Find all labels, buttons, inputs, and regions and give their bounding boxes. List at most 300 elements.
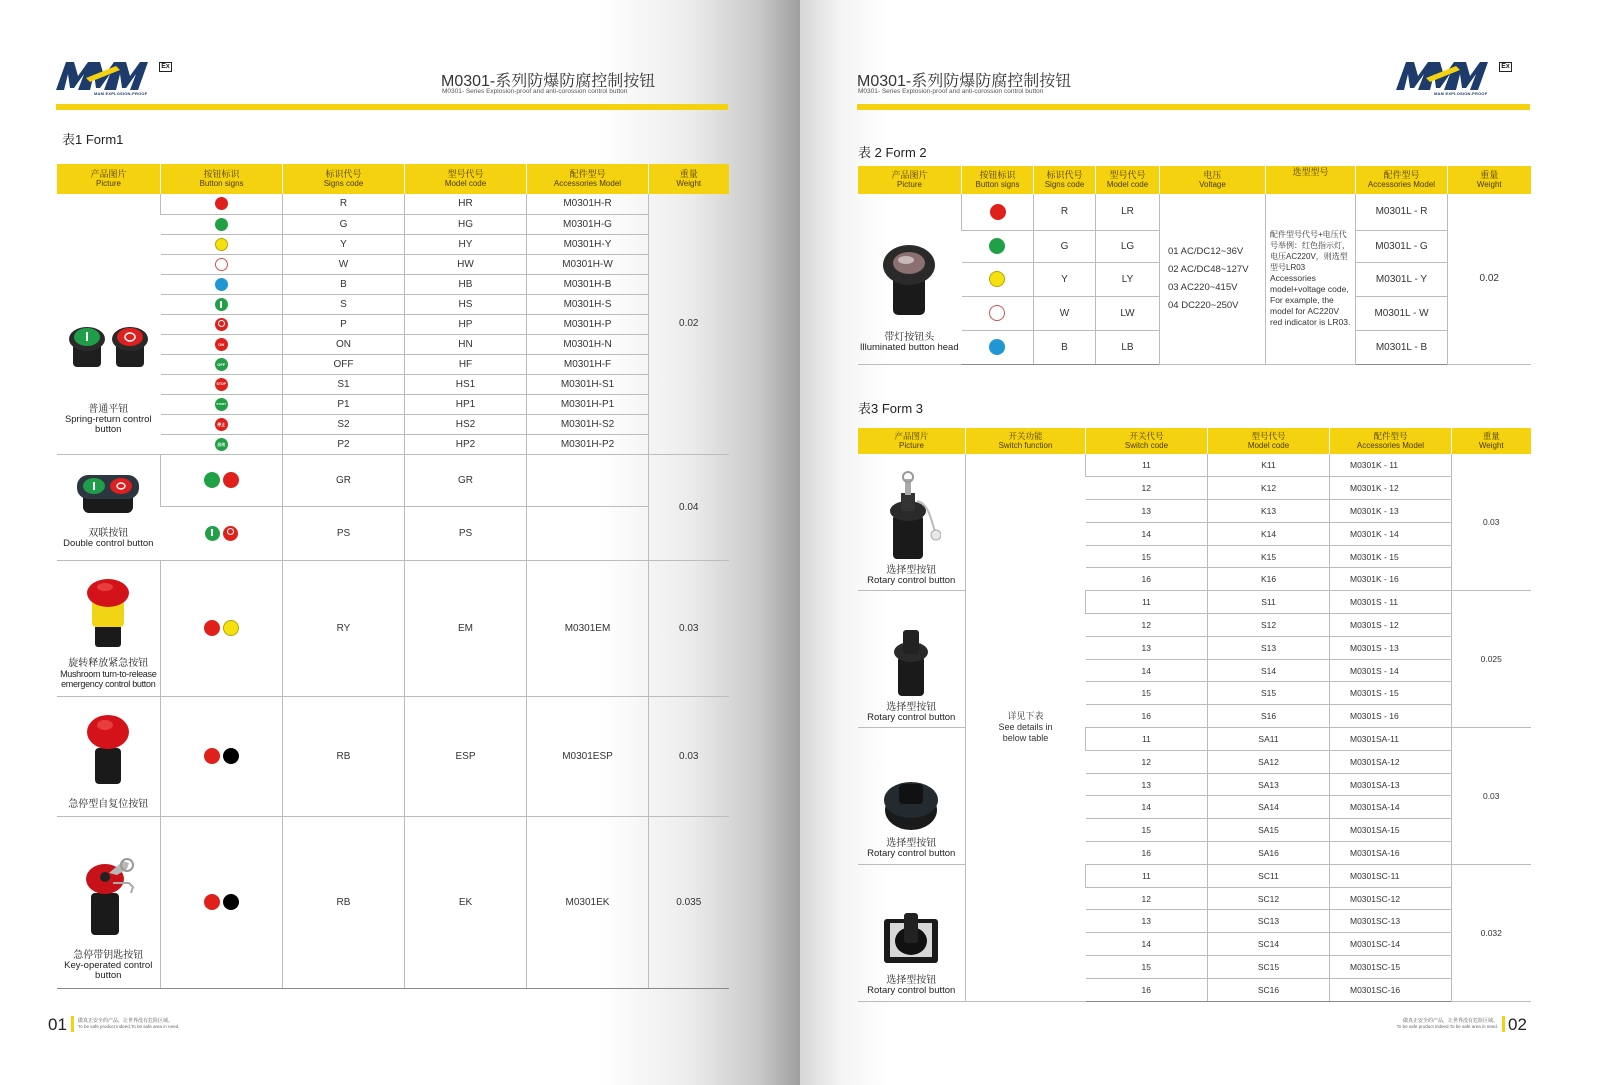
accessories-model-cell: M0301SA-11	[1330, 728, 1452, 751]
col-signs-code: 标识代号 Signs code	[283, 164, 405, 194]
accessories-model-cell: M0301S - 16	[1330, 705, 1452, 728]
weight-cell: 0.03	[1452, 728, 1531, 865]
sign-cell	[161, 696, 283, 816]
white-dot-icon	[215, 258, 228, 271]
col-switch-function: 开关功能 Switch function	[966, 428, 1086, 454]
voltage-option: 01 AC/DC12~36V	[1168, 245, 1244, 257]
col-weight: 重量 Weight	[1448, 166, 1531, 194]
model-code-cell: HS2	[405, 414, 527, 434]
model-code-cell: S11	[1208, 591, 1330, 614]
accessories-model-cell: M0301H-R	[527, 194, 649, 214]
accessories-model-cell: M0301EK	[527, 816, 649, 988]
switch-code-cell: 16	[1086, 705, 1208, 728]
accessories-model-cell: M0301K - 15	[1330, 545, 1452, 568]
brand-logo	[1396, 58, 1516, 98]
weight-cell: 0.02	[1448, 194, 1531, 364]
col-picture: 产品图片 Picture	[858, 428, 966, 454]
voltage-option: 04 DC220~250V	[1168, 299, 1239, 311]
accessories-model-cell: M0301K - 13	[1330, 500, 1452, 523]
signs-code-cell: Y	[1034, 262, 1096, 296]
signs-code-cell: P1	[283, 394, 405, 414]
rotary-key-switch-icon	[881, 471, 941, 563]
model-code-cell: SC13	[1208, 910, 1330, 933]
weight-cell: 0.035	[649, 816, 729, 988]
form2-header-row	[858, 166, 1531, 194]
red-dot-icon	[215, 197, 228, 210]
sign-cell	[161, 234, 283, 254]
page-subtitle: M0301- Series Explosion-proof and anti-corossion control button	[442, 88, 628, 95]
cn-start-icon: 启动	[215, 438, 228, 451]
start-word-icon: START	[215, 398, 228, 411]
model-code-cell: HP	[405, 314, 527, 334]
white-dot-icon	[989, 305, 1005, 321]
signs-code-cell: Y	[283, 234, 405, 254]
table-row	[57, 560, 729, 696]
mam-logo-icon	[1396, 58, 1496, 92]
signs-code-cell: W	[283, 254, 405, 274]
page-number: 01	[48, 1015, 67, 1034]
accessories-model-cell: M0301L - B	[1356, 330, 1448, 364]
accessories-model-cell: M0301H-G	[527, 214, 649, 234]
spring-return-button-green-icon	[67, 323, 107, 371]
rotary-wing-switch-icon	[881, 770, 941, 836]
start-symbol-icon	[215, 298, 228, 311]
stop-word-icon: STOP	[215, 378, 228, 391]
accessories-model-cell: M0301H-S1	[527, 374, 649, 394]
accessories-model-cell: M0301H-S2	[527, 414, 649, 434]
rotary-label-cn: 选择型按钮	[886, 701, 937, 713]
sign-cell	[161, 274, 283, 294]
model-code-cell: K14	[1208, 522, 1330, 545]
footer-slogan-cn: 做真正安全的产品，让世界没有危险区域。	[78, 1018, 174, 1024]
rotary-picture-cell	[858, 454, 966, 591]
accessories-model-cell: M0301SC-15	[1330, 956, 1452, 979]
switch-code-cell: 12	[1086, 887, 1208, 910]
cn-stop-icon: 停止	[215, 418, 228, 431]
illuminated-button-head-icon	[879, 239, 939, 319]
form2-table	[857, 166, 1531, 365]
catalog-page-right	[800, 0, 1600, 1085]
signs-code-cell: P2	[283, 434, 405, 454]
sign-cell	[161, 454, 283, 506]
col-signs-code: 标识代号 Signs code	[1034, 166, 1096, 194]
table-row	[57, 194, 729, 214]
voltage-cell	[1160, 194, 1266, 364]
accessories-model-cell: M0301SC-16	[1330, 978, 1452, 1001]
footer-accent	[71, 1016, 74, 1032]
col-weight: 重量 Weight	[1452, 428, 1531, 454]
page-subtitle: M0301- Series Explosion-proof and anti-corossion control button	[858, 88, 1044, 95]
accessories-model-cell: M0301S - 14	[1330, 659, 1452, 682]
sign-cell	[161, 816, 283, 988]
sign-cell	[161, 254, 283, 274]
table-row	[858, 591, 1531, 614]
model-code-cell: HS1	[405, 374, 527, 394]
rotary-selector-switch-icon	[886, 620, 936, 700]
accessories-model-cell: M0301SA-16	[1330, 842, 1452, 865]
model-code-cell: SC11	[1208, 864, 1330, 887]
sign-cell	[962, 330, 1034, 364]
stop-symbol-icon	[223, 526, 238, 541]
col-voltage: 电压 Voltage	[1160, 166, 1266, 194]
form1-table	[56, 164, 729, 989]
signs-code-cell: R	[283, 194, 405, 214]
double-button-label-en: Double control button	[63, 538, 154, 549]
switch-code-cell: 13	[1086, 636, 1208, 659]
accessories-model-cell: M0301H-N	[527, 334, 649, 354]
double-button-picture-cell	[57, 454, 161, 560]
illuminated-picture-cell	[858, 194, 962, 364]
sign-cell	[161, 434, 283, 454]
model-code-cell: LW	[1096, 296, 1160, 330]
rotary-label-cn: 选择型按钮	[886, 838, 937, 850]
signs-code-cell: G	[1034, 230, 1096, 262]
mushroom-label-en: Mushroom turn-to-release emergency control button	[60, 668, 157, 689]
sign-cell	[962, 262, 1034, 296]
green-dot-icon	[215, 218, 228, 231]
signs-code-cell: S1	[283, 374, 405, 394]
model-code-cell: EM	[405, 560, 527, 696]
key-operated-picture-cell	[57, 816, 161, 988]
sign-cell	[161, 194, 283, 214]
ex-mark: Ex	[1499, 62, 1512, 72]
sign-cell	[161, 294, 283, 314]
accessories-model-cell: M0301S - 11	[1330, 591, 1452, 614]
model-code-cell: LG	[1096, 230, 1160, 262]
accessories-model-cell: M0301L - R	[1356, 194, 1448, 230]
model-code-cell: LB	[1096, 330, 1160, 364]
red-dot-icon	[204, 894, 220, 910]
brand-subtitle: MAM EXPLOSION-PROOF	[1434, 91, 1488, 96]
signs-code-cell: B	[283, 274, 405, 294]
accessories-model-cell: M0301SA-14	[1330, 796, 1452, 819]
col-weight: 重量 Weight	[649, 164, 729, 194]
footer-slogan-en: To be safe product indeed,To be safe area in need.	[1396, 1024, 1498, 1029]
rotary-label-cn: 选择型按钮	[886, 975, 937, 987]
mushroom-picture-cell	[57, 560, 161, 696]
switch-code-cell: 11	[1086, 728, 1208, 751]
model-code-cell: HW	[405, 254, 527, 274]
weight-cell: 0.03	[1452, 454, 1531, 591]
green-dot-icon	[989, 238, 1005, 254]
accessories-model-cell: M0301SC-11	[1330, 864, 1452, 887]
model-code-cell: SA15	[1208, 819, 1330, 842]
accessories-model-cell: M0301H-S	[527, 294, 649, 314]
rotary-picture-cell	[858, 864, 966, 1001]
col-button-signs: 按钮标识 Button signs	[962, 166, 1034, 194]
form3-title: 表3 Form 3	[858, 401, 924, 416]
blue-dot-icon	[989, 339, 1005, 355]
footer-slogan-en: To be safe product indeed,To be safe area in need.	[78, 1024, 180, 1029]
model-code-cell: S13	[1208, 636, 1330, 659]
model-code-cell: K12	[1208, 477, 1330, 500]
brand-logo	[56, 58, 176, 98]
signs-code-cell: S	[283, 294, 405, 314]
table-row	[858, 454, 1531, 477]
spring-return-label-en: Spring-return control button	[64, 413, 152, 435]
yellow-dot-icon	[989, 271, 1005, 287]
signs-code-cell: RB	[283, 696, 405, 816]
spring-return-picture-cell	[57, 194, 161, 454]
model-code-cell: HP1	[405, 394, 527, 414]
form1-header-row	[57, 164, 729, 194]
accessories-model-cell: M0301H-B	[527, 274, 649, 294]
col-button-signs: 按钮标识 Button signs	[161, 164, 283, 194]
col-accessories-model: 配件型号 Accessories Model	[1330, 428, 1452, 454]
accessories-model-cell: M0301H-P	[527, 314, 649, 334]
switch-code-cell: 15	[1086, 682, 1208, 705]
header-rule	[56, 104, 728, 110]
switch-code-cell: 11	[1086, 864, 1208, 887]
key-operated-label-cn: 急停带钥匙按钮	[73, 949, 144, 961]
page-title: M0301-系列防爆防腐控制按钮	[857, 73, 1072, 90]
model-code-cell: HG	[405, 214, 527, 234]
accessories-model-cell: M0301S - 15	[1330, 682, 1452, 705]
accessories-model-cell: M0301SA-15	[1330, 819, 1452, 842]
switch-code-cell: 16	[1086, 842, 1208, 865]
switch-code-cell: 14	[1086, 933, 1208, 956]
sign-cell	[161, 394, 283, 414]
model-code-cell: K13	[1208, 500, 1330, 523]
mam-logo-icon	[56, 58, 156, 92]
switch-code-cell: 15	[1086, 545, 1208, 568]
weight-cell: 0.03	[649, 560, 729, 696]
red-dot-icon	[204, 748, 220, 764]
key-operated-label-en: Key-operated control button	[64, 959, 153, 981]
spring-return-label-cn: 普通平钮	[88, 403, 129, 415]
table-row	[57, 696, 729, 816]
form3-table	[857, 428, 1531, 1002]
sign-cell	[161, 414, 283, 434]
model-code-cell: HB	[405, 274, 527, 294]
switch-code-cell: 11	[1086, 454, 1208, 477]
sign-cell	[161, 506, 283, 560]
rotary-label-cn: 选择型按钮	[886, 564, 937, 576]
accessories-model-cell: M0301H-P2	[527, 434, 649, 454]
model-code-cell: HR	[405, 194, 527, 214]
model-code-cell: SC12	[1208, 887, 1330, 910]
signs-code-cell: GR	[283, 454, 405, 506]
model-code-cell: SA16	[1208, 842, 1330, 865]
accessories-model-cell	[527, 506, 649, 560]
switch-code-cell: 14	[1086, 522, 1208, 545]
col-model-code: 型号代号 Model code	[1096, 166, 1160, 194]
signs-code-cell: RY	[283, 560, 405, 696]
model-code-cell: SA11	[1208, 728, 1330, 751]
model-code-cell: HY	[405, 234, 527, 254]
brand-subtitle: MAM EXPLOSION-PROOF	[94, 91, 148, 96]
signs-code-cell: P	[283, 314, 405, 334]
model-code-cell: SC14	[1208, 933, 1330, 956]
model-code-cell: HS	[405, 294, 527, 314]
accessories-model-cell: M0301H-Y	[527, 234, 649, 254]
footer-slogan-cn: 做真正安全的产品，让世界没有危险区域。	[1402, 1018, 1498, 1024]
selection-note-cn: 配件型号代号+电压代号举例：红色指示灯，电压AC220V，则选型型号LR03	[1270, 230, 1350, 273]
weight-cell: 0.02	[649, 194, 729, 454]
col-switch-code: 开关代号 Switch code	[1086, 428, 1208, 454]
accessories-model-cell: M0301ESP	[527, 696, 649, 816]
signs-code-cell: R	[1034, 194, 1096, 230]
accessories-model-cell: M0301L - W	[1356, 296, 1448, 330]
model-code-cell: HN	[405, 334, 527, 354]
black-dot-icon	[223, 748, 239, 764]
model-code-cell: LY	[1096, 262, 1160, 296]
switch-code-cell: 14	[1086, 796, 1208, 819]
switch-function-en: See details in below table	[998, 721, 1053, 743]
model-code-cell: S14	[1208, 659, 1330, 682]
accessories-model-cell: M0301K - 11	[1330, 454, 1452, 477]
col-accessories-model: 配件型号 Accessories Model	[527, 164, 649, 194]
model-code-cell: K15	[1208, 545, 1330, 568]
form2-title: 表 2 Form 2	[858, 145, 927, 160]
accessories-model-cell: M0301SA-13	[1330, 773, 1452, 796]
weight-cell: 0.032	[1452, 864, 1531, 1001]
accessories-model-cell: M0301K - 12	[1330, 477, 1452, 500]
blue-dot-icon	[215, 278, 228, 291]
form3-header-row	[858, 428, 1531, 454]
on-label-icon: ON	[215, 338, 228, 351]
accessories-model-cell: M0301H-P1	[527, 394, 649, 414]
rotary-picture-cell	[858, 591, 966, 728]
sign-cell	[962, 194, 1034, 230]
selection-note-en: Accessories model+voltage code, For example, the model for AC220V red indicator is LR03.	[1270, 273, 1351, 328]
switch-function-cn: 详见下表	[1007, 710, 1044, 721]
col-picture: 产品图片 Picture	[57, 164, 161, 194]
accessories-model-cell: M0301L - G	[1356, 230, 1448, 262]
switch-function-cell	[966, 454, 1086, 1001]
double-control-button-icon	[73, 469, 143, 517]
selection-model-cell	[1266, 194, 1356, 364]
signs-code-cell: PS	[283, 506, 405, 560]
signs-code-cell: ON	[283, 334, 405, 354]
mushroom-emergency-button-icon	[83, 573, 133, 649]
model-code-cell: S16	[1208, 705, 1330, 728]
switch-code-cell: 13	[1086, 910, 1208, 933]
sign-cell	[161, 354, 283, 374]
rotary-label-en: Rotary control button	[867, 848, 956, 860]
model-code-cell: GR	[405, 454, 527, 506]
rotary-label-en: Rotary control button	[867, 711, 956, 723]
double-button-label-cn: 双联按钮	[88, 528, 129, 539]
green-dot-icon	[204, 472, 220, 488]
emergency-stop-picture-cell	[57, 696, 161, 816]
accessories-model-cell: M0301H-F	[527, 354, 649, 374]
emergency-stop-label-cn: 急停型自复位按钮	[68, 798, 149, 810]
accessories-model-cell: M0301SC-14	[1330, 933, 1452, 956]
accessories-model-cell: M0301L - Y	[1356, 262, 1448, 296]
table-row	[57, 454, 729, 506]
model-code-cell: SA12	[1208, 750, 1330, 773]
voltage-option: 02 AC/DC48~127V	[1168, 263, 1249, 275]
weight-cell: 0.03	[649, 696, 729, 816]
voltage-option: 03 AC220~415V	[1168, 281, 1238, 293]
model-code-cell: SC15	[1208, 956, 1330, 979]
signs-code-cell: B	[1034, 330, 1096, 364]
form1-title: 表1 Form1	[62, 132, 124, 147]
col-model-code: 型号代号 Model code	[1208, 428, 1330, 454]
weight-cell: 0.04	[649, 454, 729, 560]
model-code-cell: LR	[1096, 194, 1160, 230]
black-dot-icon	[223, 894, 239, 910]
spring-return-button-red-icon	[110, 323, 150, 371]
sign-cell	[161, 214, 283, 234]
model-code-cell: K11	[1208, 454, 1330, 477]
page-number: 02	[1508, 1015, 1527, 1034]
switch-code-cell: 12	[1086, 750, 1208, 773]
yellow-dot-icon	[223, 620, 239, 636]
sign-cell	[161, 314, 283, 334]
accessories-model-cell: M0301SA-12	[1330, 750, 1452, 773]
switch-code-cell: 16	[1086, 978, 1208, 1001]
red-dot-icon	[223, 472, 239, 488]
page-title: M0301-系列防爆防腐控制按钮	[441, 73, 656, 90]
accessories-model-cell: M0301H-W	[527, 254, 649, 274]
rotary-guarded-switch-icon	[876, 903, 946, 973]
accessories-model-cell	[527, 454, 649, 506]
col-picture: 产品图片 Picture	[858, 166, 962, 194]
switch-code-cell: 14	[1086, 659, 1208, 682]
model-code-cell: HP2	[405, 434, 527, 454]
footer-accent	[1502, 1016, 1505, 1032]
ex-mark: Ex	[159, 62, 172, 72]
model-code-cell: EK	[405, 816, 527, 988]
col-accessories-model: 配件型号 Accessories Model	[1356, 166, 1448, 194]
table-row	[57, 816, 729, 988]
start-symbol-icon	[205, 526, 220, 541]
weight-cell: 0.025	[1452, 591, 1531, 728]
signs-code-cell: W	[1034, 296, 1096, 330]
accessories-model-cell: M0301S - 13	[1330, 636, 1452, 659]
switch-code-cell: 15	[1086, 819, 1208, 842]
col-selection-model: 选型型号	[1266, 166, 1356, 194]
form3-body	[858, 454, 1531, 1001]
off-label-icon: OFF	[215, 358, 228, 371]
sign-cell	[161, 560, 283, 696]
rotary-picture-cell	[858, 728, 966, 865]
accessories-model-cell: M0301EM	[527, 560, 649, 696]
header-rule	[857, 104, 1530, 110]
col-model-code: 型号代号 Model code	[405, 164, 527, 194]
signs-code-cell: RB	[283, 816, 405, 988]
red-dot-icon	[990, 204, 1006, 220]
signs-code-cell: G	[283, 214, 405, 234]
model-code-cell: PS	[405, 506, 527, 560]
illuminated-label-en: Illuminated button head	[859, 342, 959, 353]
model-code-cell: ESP	[405, 696, 527, 816]
table-row	[858, 864, 1531, 887]
switch-code-cell: 12	[1086, 614, 1208, 637]
accessories-model-cell: M0301SC-13	[1330, 910, 1452, 933]
switch-code-cell: 13	[1086, 773, 1208, 796]
switch-code-cell: 11	[1086, 591, 1208, 614]
accessories-model-cell: M0301K - 16	[1330, 568, 1452, 591]
accessories-model-cell: M0301K - 14	[1330, 522, 1452, 545]
switch-code-cell: 16	[1086, 568, 1208, 591]
yellow-dot-icon	[215, 238, 228, 251]
emergency-stop-button-icon	[83, 708, 133, 788]
table-row	[858, 728, 1531, 751]
mushroom-label-cn: 旋转释放紧急按钮	[68, 657, 149, 669]
sign-cell	[161, 374, 283, 394]
signs-code-cell: OFF	[283, 354, 405, 374]
red-dot-icon	[204, 620, 220, 636]
model-code-cell: K16	[1208, 568, 1330, 591]
model-code-cell: S15	[1208, 682, 1330, 705]
switch-code-cell: 12	[1086, 477, 1208, 500]
accessories-model-cell: M0301S - 12	[1330, 614, 1452, 637]
switch-code-cell: 13	[1086, 500, 1208, 523]
rotary-label-en: Rotary control button	[867, 574, 956, 586]
